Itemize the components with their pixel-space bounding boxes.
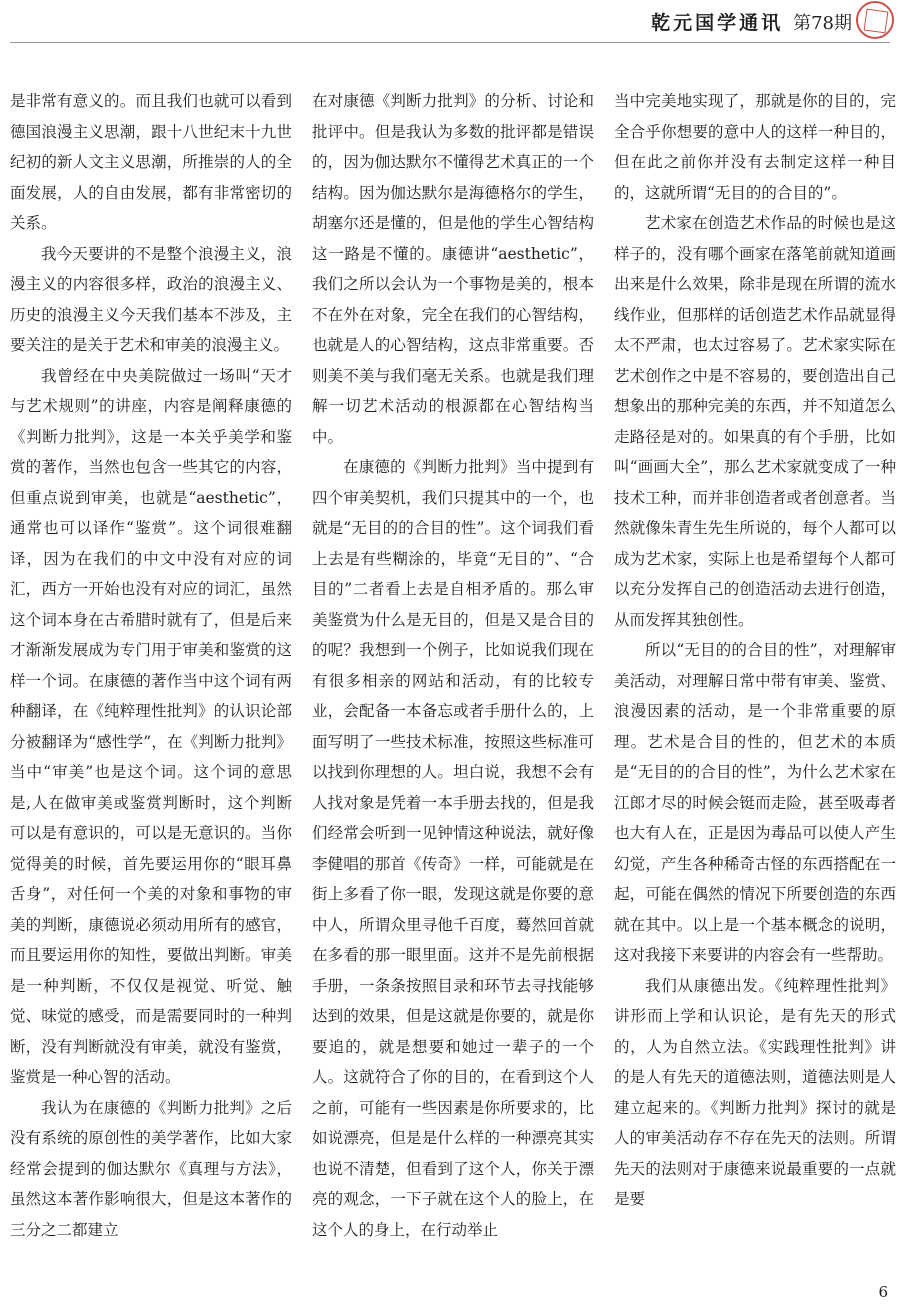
paragraph: 我们从康德出发。《纯粹理性批判》讲形而上学和认识论，是有先天的形式的，人为自然立法。《实践理性批判》讲的是人有先天的道德法则，道德法则是人建立起来的。《判断力批判》探讨的就是人的审美活动存不存在先天的法则。所谓先天的法则对于康德来说最重要的一点就是要 [614, 976, 896, 1208]
paragraph: 我今天要讲的不是整个浪漫主义，浪漫主义的内容很多样，政治的浪漫主义、历史的浪漫主义今天我们基本不涉及，主要关注的是关于艺术和审美的浪漫主义。 [10, 244, 292, 354]
paragraph: 所以“无目的的合目的性”，对理解审美活动，对理解日常中带有审美、鉴赏、浪漫因素的活动，是一个非常重要的原理。艺术是合目的性的，但艺术的本质是“无目的的合目的性”，为什么艺术家在江郎才尽的时候会铤而走险，甚至吸毒者也大有人在，正是因为毒品可以使人产生幻觉，产生各种稀奇古怪的东西搭配在一起，可能在偶然的情况下所要创造的东西就在其中。以上是一个基本概念的说明，这对我接下来要讲的内容会有一些帮助。 [614, 641, 896, 964]
paragraph: 我曾经在中央美院做过一场叫“天才与艺术规则”的讲座，内容是阐释康德的《判断力批判》，这是一本关乎美学和鉴赏的著作，当然也包含一些其它的内容，但重点说到审美，也就是“aesthetic”，通常也可以译作“鉴赏”。这个词很难翻译，因为在我们的中文中没有对应的词汇，西方一开始也没有对应的词汇，虽然这个词本身在古希腊时就有了，但是后来才渐渐发展成为专门用于审美和鉴赏的这样一个词。在康德的著作当中这个词有两种翻译，在《纯粹理性批判》的认识论部分被翻译为“感性学”，在《判断力批判》当中“审美”也是这个词。这个词的意思是,人在做审美或鉴赏判断时，这个判断可以是有意识的，可以是无意识的。当你觉得美的时候，首先要运用你的“眼耳鼻舌身”，对任何一个美的对象和事物的审美的判断，康德说必须动用所有的感官，而且要运用你的知性，要做出判断。审美是一种判断，不仅仅是视觉、听觉、触觉、味觉的感受，而是需要同时的一种判断，没有判断就没有审美，就没有鉴赏，鉴赏是一种心智的活动。 [10, 366, 292, 1086]
paragraph: 当中完美地实现了，那就是你的目的，完全合乎你想要的意中人的这样一种目的，但在此之前你并没有去制定这样一种目的，这就所谓“无目的的合目的”。 [614, 92, 896, 202]
text-column-1 [10, 86, 292, 1245]
masthead-title: 乾元国学通讯 [651, 12, 784, 34]
paragraph: 是非常有意义的。而且我们也就可以看到德国浪漫主义思潮，跟十八世纪末十九世纪初的新人文主义思潮，所推崇的人的全面发展，人的自由发展，都有非常密切的关系。 [10, 92, 292, 232]
text-column-2 [312, 86, 594, 1245]
paragraph: 在康德的《判断力批判》当中提到有四个审美契机，我们只提其中的一个，也就是“无目的的合目的性”。这个词我们看上去是有些糊涂的，毕竟“无目的”、“合目的”二者看上去是自相矛盾的。那么审美鉴赏为什么是无目的，但是又是合目的的呢？我想到一个例子，比如说我们现在有很多相亲的网站和活动，有的比较专业，会配备一本备忘或者手册什么的，上面写明了一些技术标准，按照这些标准可以找到你理想的人。坦白说，我想不会有人找对象是凭着一本手册去找的，但是我们经常会听到一见钟情这种说法，就好像李健唱的那首《传奇》一样，可能就是在街上多看了你一眼，发现这就是你要的意中人，所谓众里寻他千百度，蓦然回首就在多看的那一眼里面。这并不是先前根据手册，一条条按照目录和环节去寻找能够达到的效果，但是这就是你要的，就是你要追的，就是想要和她过一辈子的一个人。这就符合了你的目的，在看到这个人之前，可能有一些因素是你所要求的，比如说漂亮，但是是什么样的一种漂亮其实也说不清楚，但看到了这个人，你关于漂亮的观念，一下子就在这个人的脸上，在这个人的身上，在行动举止 [312, 458, 594, 1239]
issue-number: 第78期 [793, 12, 852, 34]
page-number: 6 [878, 1283, 888, 1301]
text-column-3 [614, 86, 896, 1215]
header-divider [10, 42, 890, 43]
paragraph: 在对康德《判断力批判》的分析、讨论和批评中。但是我认为多数的批评都是错误的，因为伽达默尔不懂得艺术真正的一个结构。因为伽达默尔是海德格尔的学生，胡塞尔还是懂的，但是他的学生心智结构这一路是不懂的。康德讲“aesthetic”，我们之所以会认为一个事物是美的，根本不在外在对象，完全在我们的心智结构，也就是人的心智结构，这点非常重要。否则美不美与我们毫无关系。也就是我们理解一切艺术活动的根源都在心智结构当中。 [312, 92, 594, 446]
paragraph: 我认为在康德的《判断力批判》之后没有系统的原创性的美学著作，比如大家经常会提到的伽达默尔《真理与方法》，虽然这本著作影响很大，但是这本著作的三分之二都建立 [10, 1098, 292, 1239]
page-header [651, 8, 852, 35]
paragraph: 艺术家在创造艺术作品的时候也是这样子的，没有哪个画家在落笔前就知道画出来是什么效果，除非是现在所谓的流水线作业，但那样的话创造艺术作品就显得太不严肃，也太过容易了。艺术家实际在艺术创作之中是不容易的，要创造出自己想象出的那种完美的东西，并不知道怎么走路径是对的。如果真的有个手册，比如叫“画画大全”，那么艺术家就变成了一种技术工种，而并非创造者或者创意者。当然就像朱青生先生所说的，每个人都可以成为艺术家，实际上也是希望每个人都可以充分发挥自己的创造活动去进行创造，从而发挥其独创性。 [614, 214, 896, 629]
seal-stamp-icon [856, 1, 894, 39]
